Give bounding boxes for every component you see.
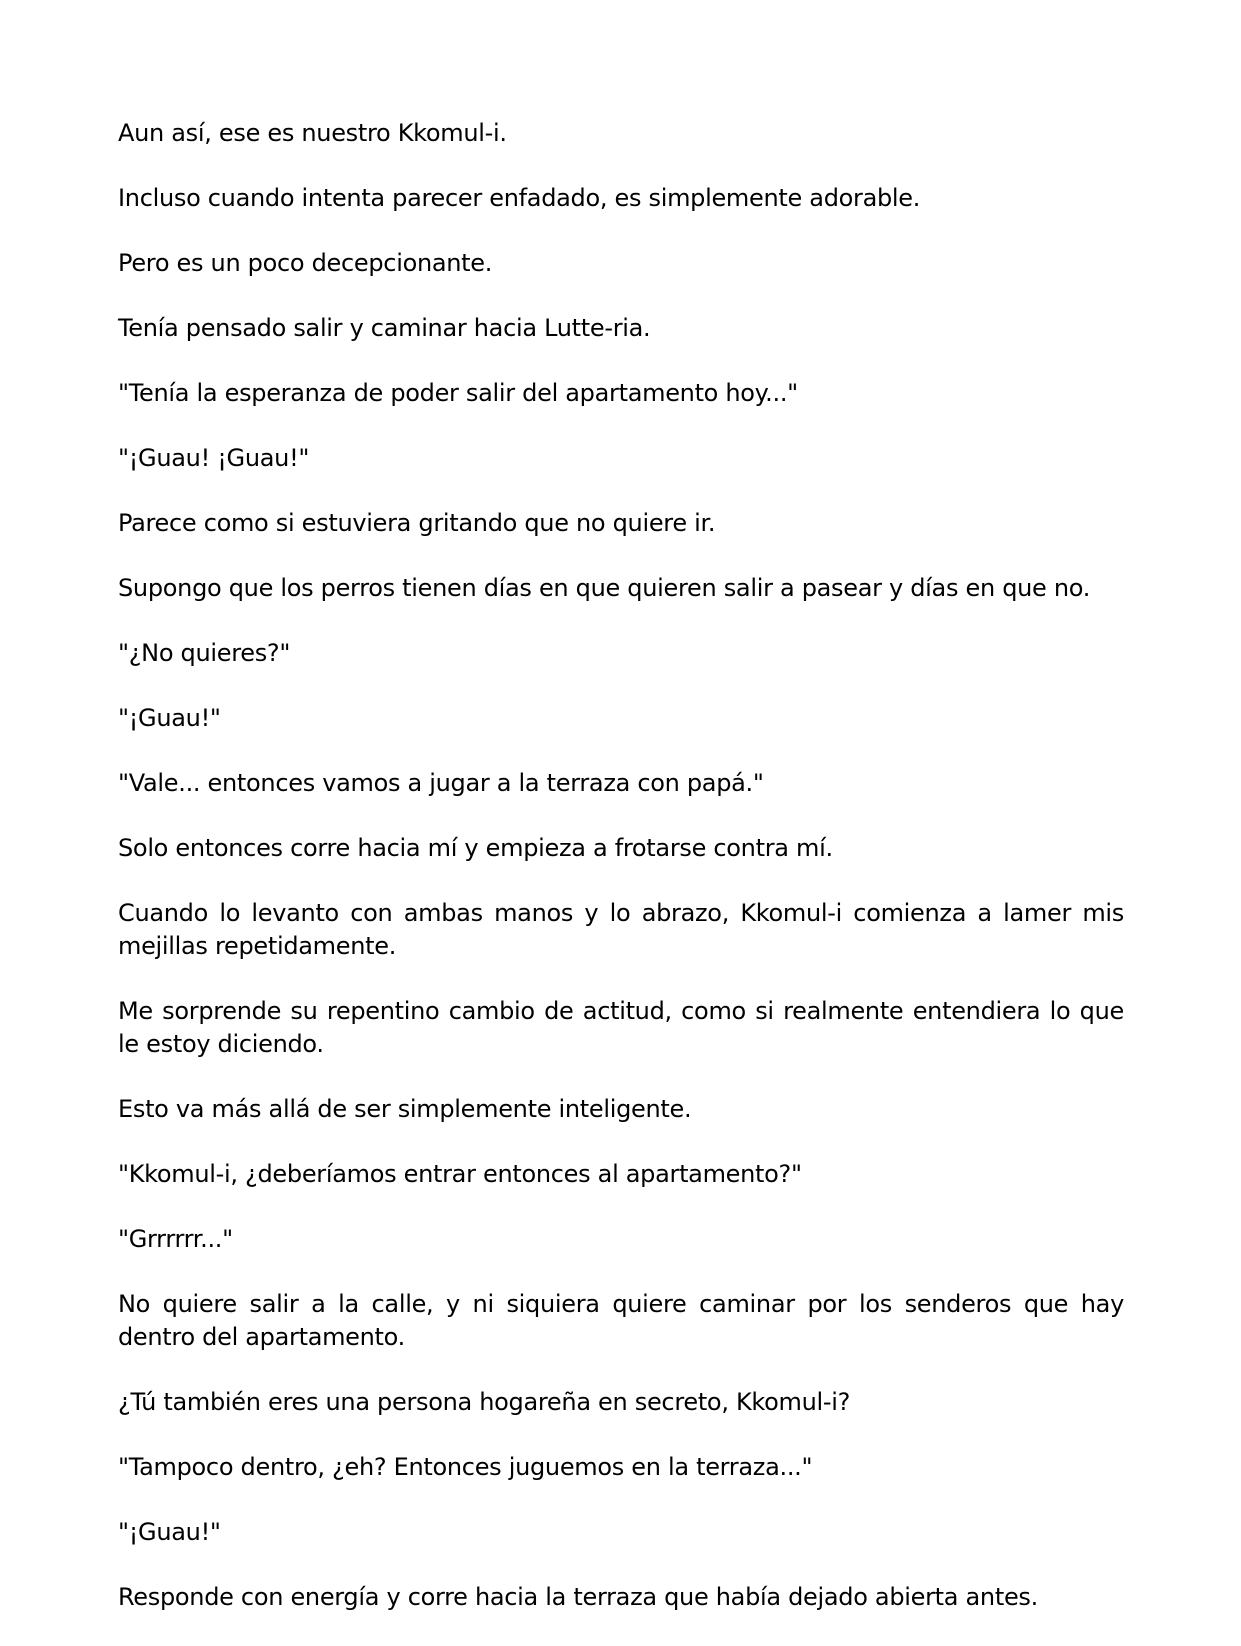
- paragraph: "¿No quieres?": [118, 639, 291, 667]
- paragraph: Parece como si estuviera gritando que no quiere ir.: [118, 509, 716, 537]
- paragraph: No quiere salir a la calle, y ni siquiera quiere caminar por los senderos que hay dentro del apartamento.: [118, 1290, 1124, 1351]
- paragraph: "Tenía la esperanza de poder salir del apartamento hoy...": [118, 379, 798, 407]
- paragraph: "¡Guau!": [118, 1518, 221, 1546]
- paragraph: Aun así, ese es nuestro Kkomul-i.: [118, 119, 507, 147]
- paragraph: "Vale... entonces vamos a jugar a la terraza con papá.": [118, 769, 764, 797]
- paragraph: Incluso cuando intenta parecer enfadado, es simplemente adorable.: [118, 184, 921, 212]
- paragraph: Solo entonces corre hacia mí y empieza a frotarse contra mí.: [118, 834, 833, 862]
- document-body: [118, 117, 1124, 1646]
- paragraph: Pero es un poco decepcionante.: [118, 249, 493, 277]
- paragraph: Supongo que los perros tienen días en que quieren salir a pasear y días en que no.: [118, 574, 1091, 602]
- paragraph: Me sorprende su repentino cambio de actitud, como si realmente entendiera lo que le estoy diciendo.: [118, 997, 1124, 1058]
- paragraph: "Kkomul-i, ¿deberíamos entrar entonces al apartamento?": [118, 1160, 802, 1188]
- paragraph: "Grrrrrr...": [118, 1225, 233, 1253]
- paragraph: ¿Tú también eres una persona hogareña en secreto, Kkomul-i?: [118, 1388, 851, 1416]
- paragraph: Responde con energía y corre hacia la terraza que había dejado abierta antes.: [118, 1583, 1038, 1611]
- paragraph: Tenía pensado salir y caminar hacia Lutte-ria.: [118, 314, 651, 342]
- paragraph: Esto va más allá de ser simplemente inteligente.: [118, 1095, 692, 1123]
- paragraph: "¡Guau! ¡Guau!": [118, 444, 310, 472]
- paragraph: "Tampoco dentro, ¿eh? Entonces juguemos en la terraza...": [118, 1453, 813, 1481]
- paragraph: "¡Guau!": [118, 704, 221, 732]
- paragraph: Cuando lo levanto con ambas manos y lo abrazo, Kkomul-i comienza a lamer mis mejillas repetidamente.: [118, 899, 1124, 960]
